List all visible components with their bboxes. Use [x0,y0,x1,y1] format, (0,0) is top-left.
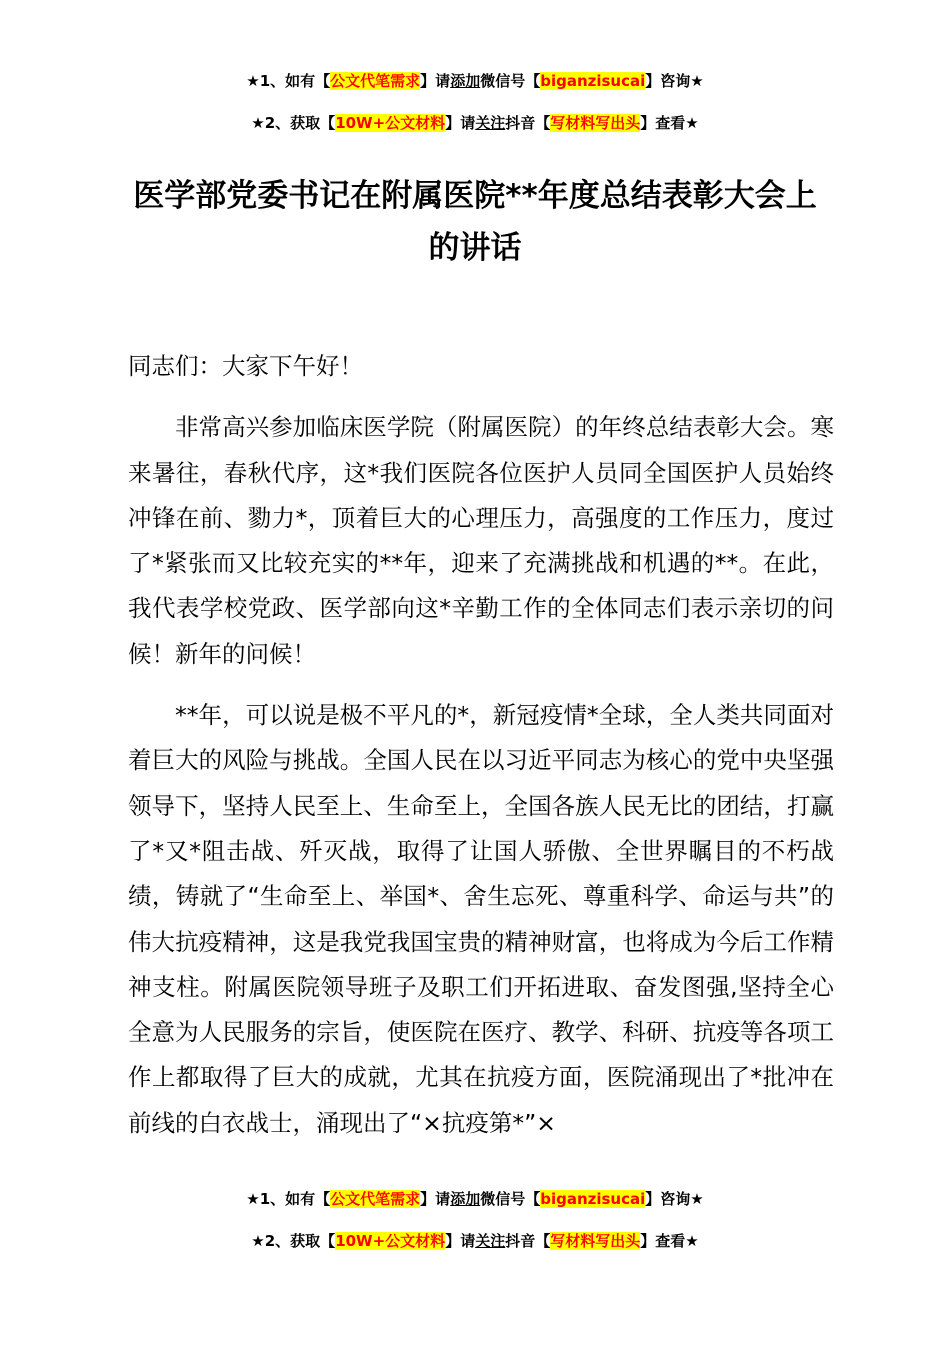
underlined-text: 关注 [475,114,506,132]
footer-banner [0,1188,950,1252]
banner-text: ★1、如有【 [246,72,331,90]
underlined-text: 关注 [475,1232,506,1250]
body-paragraph-1: 非常高兴参加临床医学院（附属医院）的年终总结表彰大会。寒来暑往，春秋代序，这*我们医院各位医护人员同全国医护人员始终冲锋在前、勠力*，顶着巨大的心理压力，高强度的工作压力，度过了*紧张而又比较充实的**年，迎来了充满挑战和机遇的**。在此，我代表学校党政、医学部向这*辛勤工作的全体同志们表示亲切的问候！新年的问候！ [128,413,834,668]
header-banner-line-1 [0,70,950,92]
banner-text: 】请 [420,1190,451,1208]
banner-text: 】请 [445,1232,476,1250]
highlighted-text: 10W+公文材料 [335,114,446,132]
document-title: 医学部党委书记在附属医院**年度总结表彰大会上的讲话 [133,178,817,266]
banner-text: 】咨询★ [645,72,704,90]
highlighted-text: 公文代笔需求 [330,72,421,90]
banner-text: ★2、获取【 [251,1232,336,1250]
header-banner-line-2 [0,112,950,134]
highlighted-douyin-id: 写材料写出头 [550,1232,641,1250]
banner-text: 抖音【 [505,114,551,132]
salutation: 同志们：大家下午好！ [128,352,363,380]
banner-text: 】请 [445,114,476,132]
underlined-text: 添加 [450,72,481,90]
banner-text: 抖音【 [505,1232,551,1250]
banner-text: 】查看★ [640,1232,699,1250]
banner-text: ★1、如有【 [246,1190,331,1208]
highlighted-text: 10W+公文材料 [335,1232,446,1250]
banner-text: 】咨询★ [645,1190,704,1208]
footer-banner-line-2 [0,1230,950,1252]
banner-text: 】查看★ [640,114,699,132]
footer-banner-line-1 [0,1188,950,1210]
highlighted-wechat-id: biganzisucai [540,1190,646,1208]
body-paragraph-2: **年，可以说是极不平凡的*，新冠疫情*全球，全人类共同面对着巨大的风险与挑战。全国人民在以习近平同志为核心的党中央坚强领导下，坚持人民至上、生命至上，全国各族人民无比的团结，打赢了*又*阻击战、歼灭战，取得了让国人骄傲、全世界瞩目的不朽战绩，铸就了“生命至上、举国*、舍生忘死、尊重科学、命运与共”的伟大抗疫精神，这是我党我国宝贵的精神财富，也将成为今后工作精神支柱。附属医院领导班子及职工们开拓进取、奋发图强,坚持全心全意为人民服务的宗旨，使医院在医疗、教学、科研、抗疫等各项工作上都取得了巨大的成就，尤其在抗疫方面，医院涌现出了*批冲在前线的白衣战士，涌现出了“×抗疫第*”× [128,701,834,1137]
underlined-text: 添加 [450,1190,481,1208]
highlighted-wechat-id: biganzisucai [540,72,646,90]
banner-text: ★2、获取【 [251,114,336,132]
highlighted-text: 公文代笔需求 [330,1190,421,1208]
banner-text: 微信号【 [480,1190,541,1208]
banner-text: 微信号【 [480,72,541,90]
header-banner [0,70,950,134]
banner-text: 】请 [420,72,451,90]
document-body [128,344,834,1162]
highlighted-douyin-id: 写材料写出头 [550,114,641,132]
